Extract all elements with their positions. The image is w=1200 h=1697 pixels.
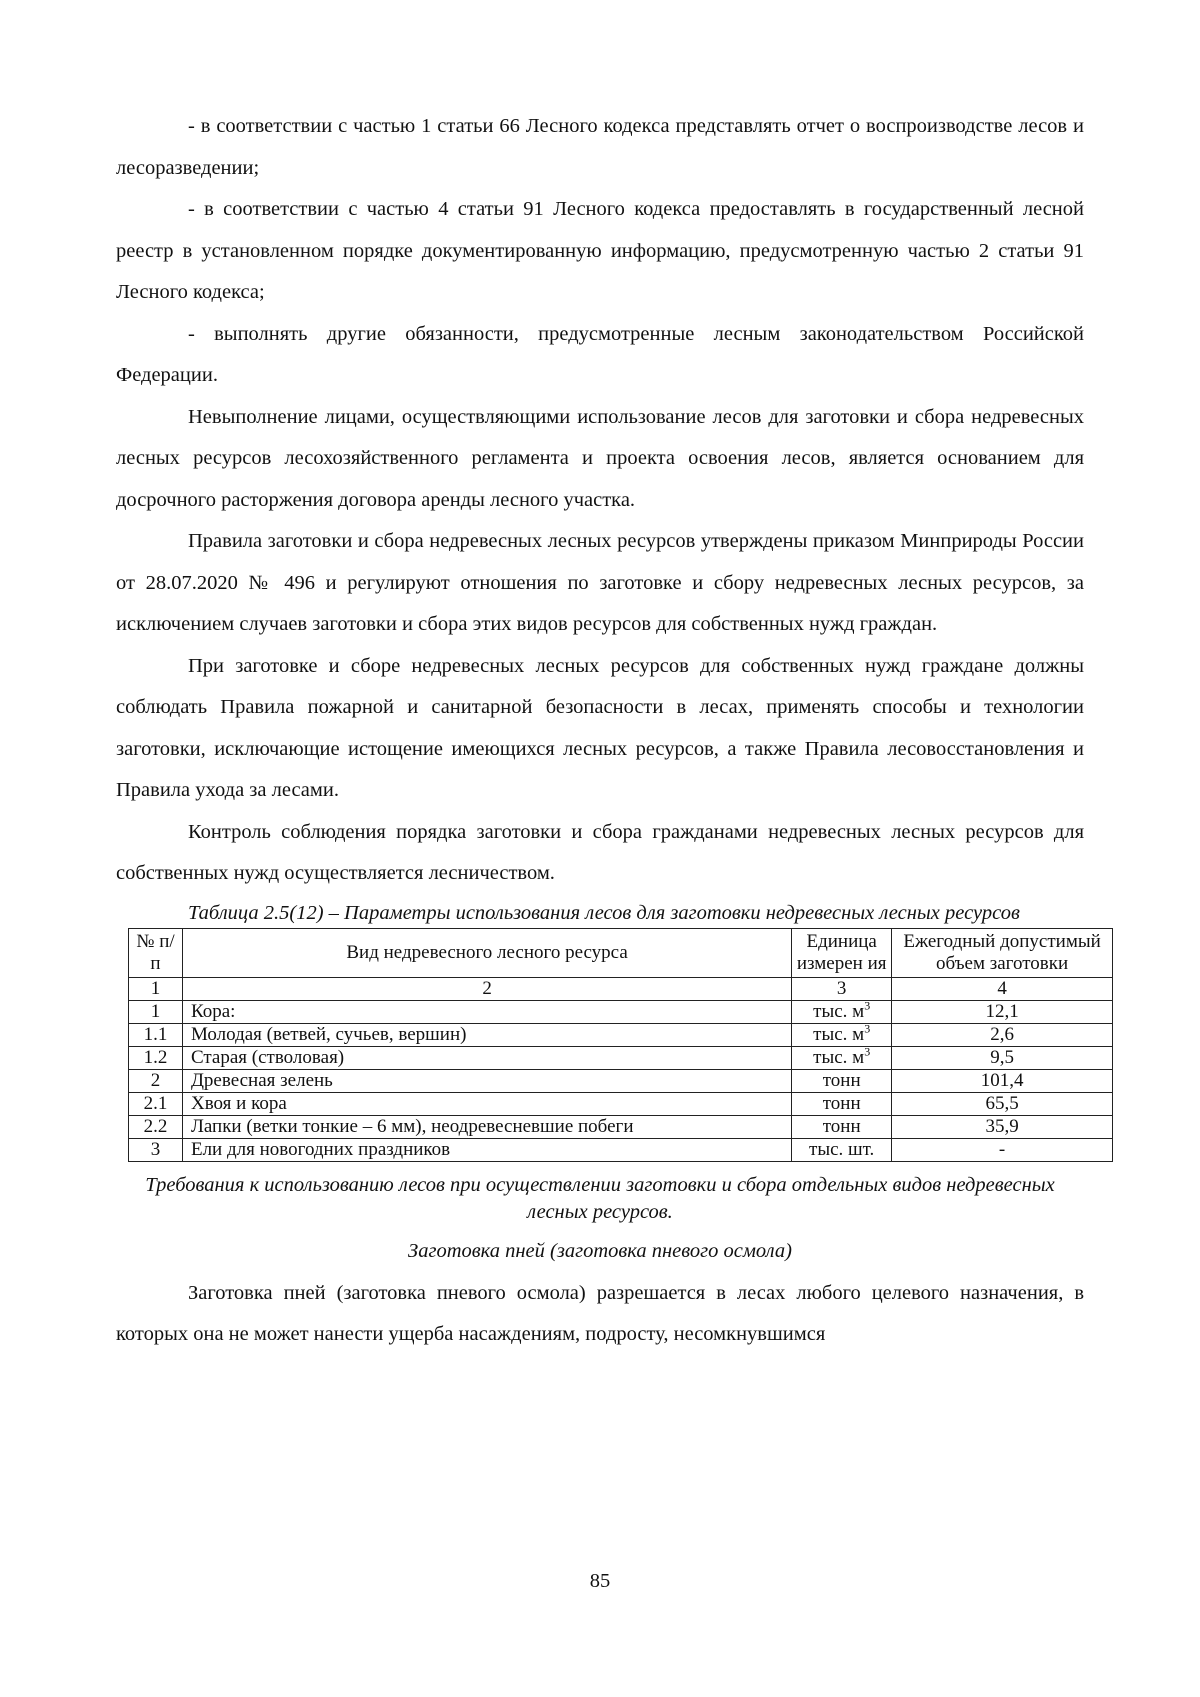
section-subheading: Заготовка пней (заготовка пневого осмола) bbox=[408, 1239, 792, 1262]
document-page bbox=[116, 106, 1101, 1356]
table-cell: тонн bbox=[792, 1069, 892, 1092]
table-cell: 9,5 bbox=[892, 1046, 1113, 1069]
paragraph-rules: Правила заготовки и сбора недревесных лесных ресурсов утверждены приказом Минприроды России от 28.07.2020 № 496 и регулируют отношения по заготовке и сбору недревесных лесных ресурсов, за исключением случаев заготовки и сбора этих видов ресурсов для собственных нужд граждан. bbox=[116, 530, 1084, 635]
paragraph-stump-harvesting: Заготовка пней (заготовка пневого осмола) разрешается в лесах любого целевого назначения, в которых она не может нанести ущерба насаждениям, подросту, несомкнувшимся bbox=[116, 1281, 1084, 1345]
header-number: № п/п bbox=[129, 928, 183, 977]
header-unit: Единица измерен ия bbox=[792, 928, 892, 977]
table-cell: 12,1 bbox=[892, 1000, 1113, 1023]
unit-superscript: 3 bbox=[864, 1044, 871, 1059]
table-cell: 3 bbox=[792, 977, 892, 1000]
resources-table bbox=[128, 928, 1113, 1162]
table-caption: Таблица 2.5(12) – Параметры использования лесов для заготовки недревесных лесных ресурсов bbox=[188, 901, 1020, 924]
table-row bbox=[129, 1023, 1113, 1046]
unit-text: тыс. м bbox=[813, 1000, 865, 1022]
requirements-heading: Требования к использованию лесов при осуществлении заготовки и сбора отдельных видов недревесных лесных ресурсов. bbox=[145, 1173, 1055, 1223]
paragraph-non-compliance: Невыполнение лицами, осуществляющими использование лесов для заготовки и сбора недревесных лесных ресурсов лесохозяйственного регламента и проекта освоения лесов, является основанием для досрочного расторжения договора аренды лесного участка. bbox=[116, 405, 1084, 511]
header-annual-volume: Ежегодный допустимый объем заготовки bbox=[892, 928, 1113, 977]
table-cell: 1 bbox=[129, 1000, 183, 1023]
table-cell: Хвоя и кора bbox=[182, 1092, 791, 1115]
table-cell: Кора: bbox=[182, 1000, 791, 1023]
table-row bbox=[129, 1092, 1113, 1115]
table-cell: 35,9 bbox=[892, 1115, 1113, 1138]
table-cell: 1 bbox=[129, 977, 183, 1000]
table-cell-unit bbox=[792, 1023, 892, 1046]
table-cell: 2,6 bbox=[892, 1023, 1113, 1046]
table-cell: 4 bbox=[892, 977, 1113, 1000]
unit-text: тыс. м bbox=[813, 1046, 865, 1068]
table-cell: тонн bbox=[792, 1115, 892, 1138]
table-cell: Молодая (ветвей, сучьев, вершин) bbox=[182, 1023, 791, 1046]
table-cell: 65,5 bbox=[892, 1092, 1113, 1115]
table-cell: 1.1 bbox=[129, 1023, 183, 1046]
unit-text: тыс. м bbox=[813, 1023, 865, 1045]
table-cell-unit bbox=[792, 1046, 892, 1069]
table-row bbox=[129, 1046, 1113, 1069]
table-cell: Древесная зелень bbox=[182, 1069, 791, 1092]
paragraph-citizens-rules: При заготовке и сборе недревесных лесных ресурсов для собственных нужд граждане должны соблюдать Правила пожарной и санитарной безопасности в лесах, применять способы и технологии заготовки, исключающие истощение имеющихся лесных ресурсов, а также Правила лесовосстановления и Правила ухода за лесами. bbox=[116, 654, 1084, 801]
unit-superscript: 3 bbox=[864, 998, 871, 1013]
table-cell: 2.2 bbox=[129, 1115, 183, 1138]
table-cell: Старая (стволовая) bbox=[182, 1046, 791, 1069]
unit-superscript: 3 bbox=[864, 1021, 871, 1036]
table-row bbox=[129, 1069, 1113, 1092]
table-cell: 2.1 bbox=[129, 1092, 183, 1115]
paragraph-report-obligation: - в соответствии с частью 1 статьи 66 Лесного кодекса представлять отчет о воспроизводстве лесов и лесоразведении; bbox=[116, 115, 1084, 179]
table-header-row bbox=[129, 928, 1113, 977]
table-cell: Лапки (ветки тонкие – 6 мм), неодревесневшие побеги bbox=[182, 1115, 791, 1138]
table-row bbox=[129, 1000, 1113, 1023]
page-number: 85 bbox=[589, 1570, 611, 1592]
paragraph-control: Контроль соблюдения порядка заготовки и сбора гражданами недревесных лесных ресурсов для собственных нужд осуществляется лесничеством. bbox=[116, 820, 1084, 884]
table-cell: 1.2 bbox=[129, 1046, 183, 1069]
table-cell-unit bbox=[792, 1000, 892, 1023]
table-cell: - bbox=[892, 1138, 1113, 1161]
header-resource-type: Вид недревесного лесного ресурса bbox=[182, 928, 791, 977]
table-cell: 2 bbox=[129, 1069, 183, 1092]
paragraph-registry-obligation: - в соответствии с частью 4 статьи 91 Лесного кодекса предоставлять в государственный лесной реестр в установленном порядке документированную информацию, предусмотренную частью 2 статьи 91 Лесного кодекса; bbox=[116, 198, 1084, 303]
table-cell: 2 bbox=[182, 977, 791, 1000]
table-cell: 101,4 bbox=[892, 1069, 1113, 1092]
table-cell: Ели для новогодних праздников bbox=[182, 1138, 791, 1161]
table-row bbox=[129, 1138, 1113, 1161]
table-cell: тыс. шт. bbox=[792, 1138, 892, 1161]
table-row bbox=[129, 1115, 1113, 1138]
table-numbering-row bbox=[129, 977, 1113, 1000]
paragraph-other-obligations: - выполнять другие обязанности, предусмотренные лесным законодательством Российской Федерации. bbox=[116, 322, 1084, 386]
table-cell: 3 bbox=[129, 1138, 183, 1161]
table-cell: тонн bbox=[792, 1092, 892, 1115]
